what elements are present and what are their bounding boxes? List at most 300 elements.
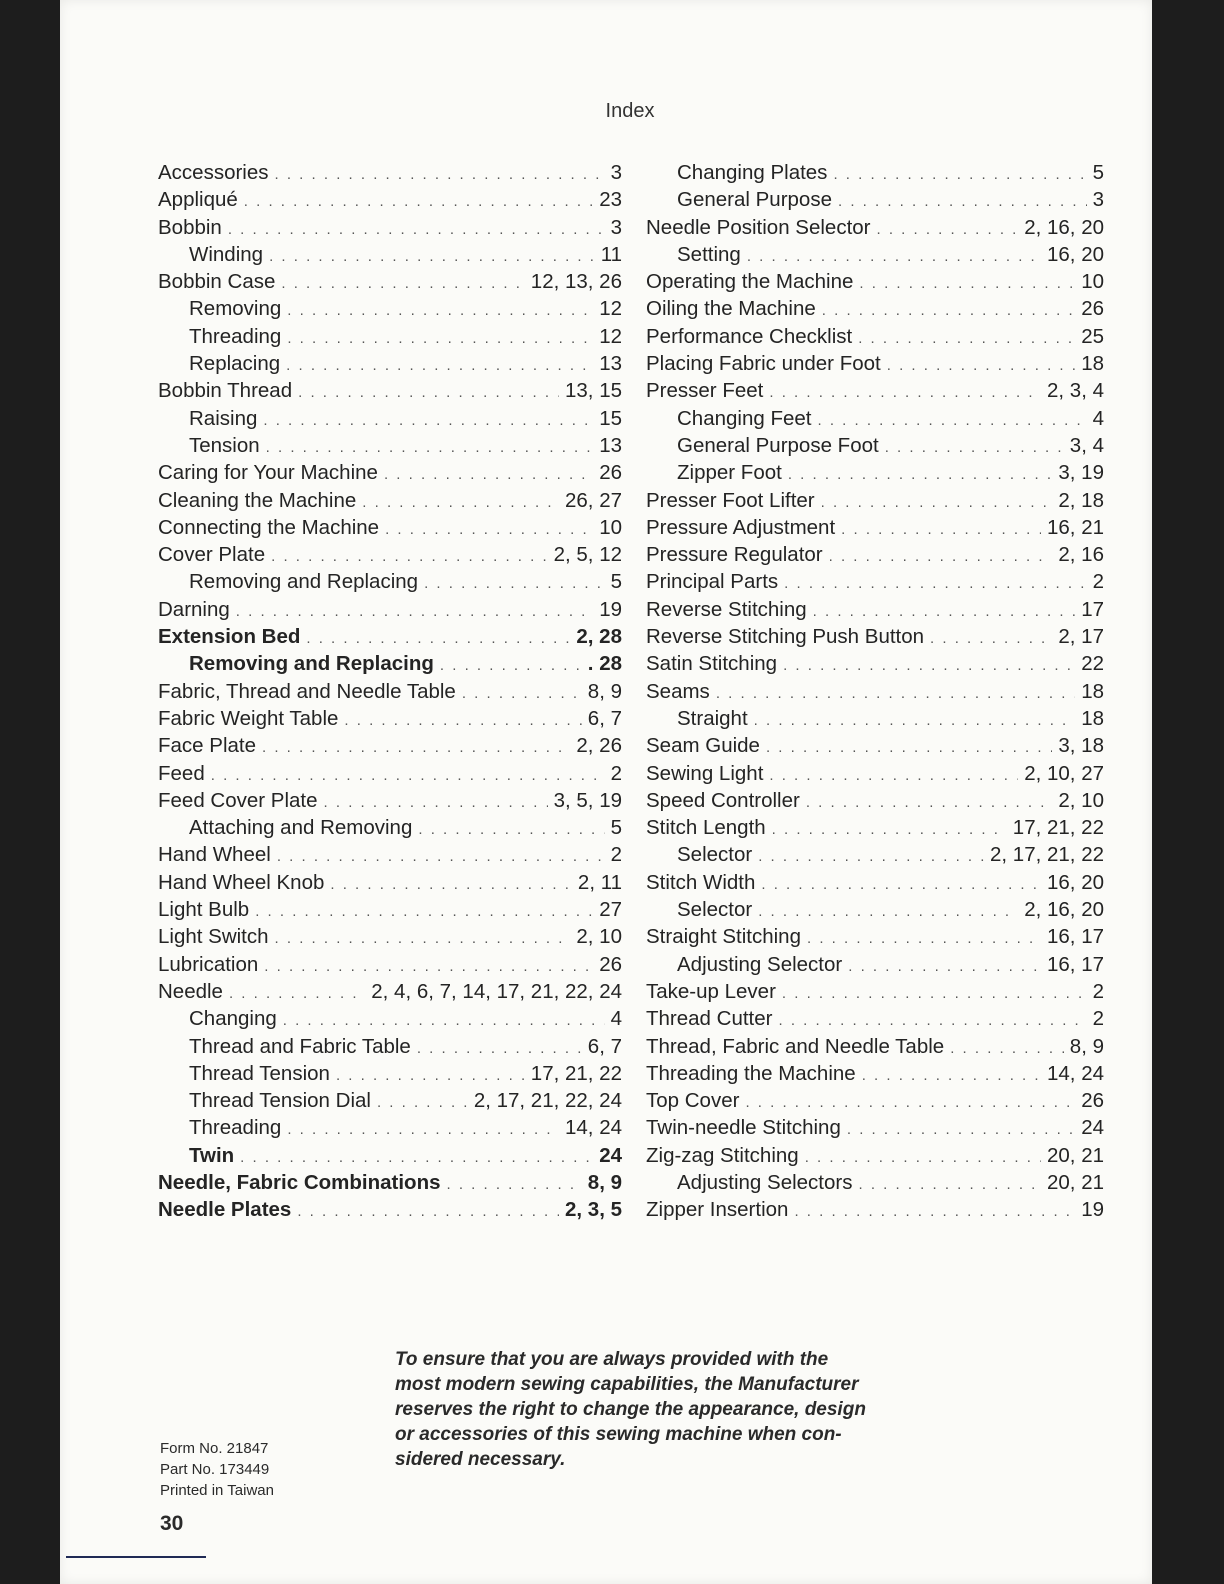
dot-leader	[806, 789, 1053, 814]
index-entry-pages: 18	[1081, 706, 1104, 730]
dot-leader	[821, 489, 1053, 514]
index-entry	[646, 732, 1104, 759]
index-entry-pages: 12, 13, 26	[530, 270, 622, 294]
index-entry	[158, 705, 622, 732]
index-entry	[158, 678, 622, 705]
dot-leader	[262, 734, 570, 759]
index-entry-label: Bobbin	[158, 215, 222, 239]
index-entry	[646, 869, 1104, 896]
index-entry-pages: 27	[599, 898, 622, 922]
index-entry	[646, 841, 1104, 868]
index-entry-pages: 3, 19	[1058, 461, 1104, 485]
dot-leader	[766, 734, 1052, 759]
index-entry	[158, 541, 622, 568]
index-entry-label: General Purpose	[677, 188, 832, 212]
index-entry-label: Sewing Light	[646, 761, 764, 785]
index-entry-pages: 24	[599, 1143, 622, 1167]
index-entry-pages: 22	[1081, 652, 1104, 676]
index-entry-label: Adjusting Selectors	[677, 1170, 853, 1194]
index-entry	[646, 323, 1104, 350]
index-entry	[646, 787, 1104, 814]
index-entry-pages: 17, 21, 22	[530, 1061, 622, 1085]
index-entry	[646, 1114, 1104, 1141]
index-entry-label: Thread, Fabric and Needle Table	[646, 1034, 945, 1058]
dot-leader	[255, 898, 593, 923]
notice-line: To ensure that you are always provided with the	[395, 1349, 829, 1370]
dot-leader	[794, 1198, 1075, 1223]
dot-leader	[244, 188, 593, 213]
index-entry-pages: . 28	[587, 652, 622, 676]
index-entry	[158, 487, 622, 514]
dot-leader	[813, 598, 1076, 623]
index-entry-label: Appliqué	[158, 188, 238, 212]
index-entry-label: Seams	[646, 679, 710, 703]
index-entry-pages: 2, 17, 21, 22, 24	[473, 1089, 622, 1113]
index-entry-label: Setting	[677, 242, 741, 266]
dot-leader	[772, 816, 1007, 841]
printed-location: Printed in Taiwan	[160, 1482, 274, 1499]
index-entry-label: Lubrication	[158, 952, 259, 976]
notice-line: or accessories of this sewing machine when con-	[395, 1424, 842, 1445]
index-entry-pages: 26	[1081, 1089, 1104, 1113]
dot-leader	[805, 1144, 1041, 1169]
index-entry	[158, 623, 622, 650]
index-entry	[158, 978, 622, 1005]
index-entry-pages: 4	[610, 1007, 622, 1031]
index-entry-label: Selector	[677, 843, 753, 867]
index-entry-pages: 26, 27	[565, 488, 622, 512]
index-entry	[646, 1087, 1104, 1114]
index-entry	[646, 241, 1104, 268]
index-entry-label: Straight Stitching	[646, 925, 801, 949]
index-entry-label: Attaching and Removing	[189, 816, 413, 840]
index-entry	[158, 732, 622, 759]
index-entry-pages: 12	[599, 324, 622, 348]
index-entry-pages: 26	[599, 952, 622, 976]
dot-leader	[841, 516, 1041, 541]
dot-leader	[344, 707, 581, 732]
index-entry	[158, 186, 622, 213]
index-entry-label: Pressure Regulator	[646, 543, 823, 567]
index-entry-label: Needle Plates	[158, 1198, 292, 1222]
dot-leader	[862, 1062, 1041, 1087]
edge-line	[66, 1556, 206, 1558]
index-entry-label: Cleaning the Machine	[158, 488, 357, 512]
dot-leader	[930, 625, 1052, 650]
index-entry	[158, 869, 622, 896]
page-number: 30	[160, 1512, 184, 1535]
index-entry	[158, 1196, 622, 1223]
index-entry	[646, 923, 1104, 950]
dot-leader	[885, 434, 1064, 459]
index-entry-pages: 3	[610, 161, 622, 184]
dot-leader	[788, 461, 1053, 486]
index-right-column	[646, 159, 1104, 1224]
index-entry-pages: 2, 5, 12	[553, 543, 622, 567]
index-entry	[158, 350, 622, 377]
dot-leader	[236, 598, 593, 623]
index-entry-label: Pressure Adjustment	[646, 515, 836, 539]
index-entry	[646, 1005, 1104, 1032]
dot-leader	[417, 1035, 582, 1060]
index-entry-label: Twin-needle Stitching	[646, 1116, 841, 1140]
index-entry-pages: 19	[1081, 1198, 1104, 1222]
index-entry-label: Needle, Fabric Combinations	[158, 1170, 441, 1194]
dot-leader	[362, 489, 559, 514]
index-entry-label: Satin Stitching	[646, 652, 778, 676]
dot-leader	[275, 925, 571, 950]
index-entry-pages: 2	[610, 843, 622, 867]
dot-leader	[277, 843, 605, 868]
index-entry-pages: 26	[1081, 297, 1104, 321]
index-entry-label: Replacing	[189, 352, 281, 376]
dot-leader	[817, 407, 1086, 432]
index-entry	[158, 432, 622, 459]
dot-leader	[228, 216, 605, 241]
dot-leader	[283, 1007, 605, 1032]
index-entry	[646, 459, 1104, 486]
index-entry-pages: 2, 16	[1058, 543, 1104, 567]
index-entry	[158, 268, 622, 295]
index-entry-pages: 6, 7	[587, 706, 622, 730]
index-entry-label: Speed Controller	[646, 788, 800, 812]
index-entry-pages: 6, 7	[587, 1034, 622, 1058]
dot-leader	[447, 1171, 582, 1196]
dot-leader	[887, 352, 1075, 377]
index-entry-label: Take-up Lever	[646, 979, 776, 1003]
dot-leader	[829, 543, 1053, 568]
index-entry-pages: 2	[610, 761, 622, 785]
index-entry	[158, 1087, 622, 1114]
index-entry-label: Darning	[158, 597, 230, 621]
index-entry	[646, 186, 1104, 213]
dot-leader	[858, 325, 1075, 350]
dot-leader	[330, 871, 572, 896]
index-entry-label: Stitch Width	[646, 870, 756, 894]
index-entry-pages: 16, 17	[1047, 925, 1104, 949]
dot-leader	[769, 762, 1018, 787]
index-entry-pages: 24	[1081, 1116, 1104, 1140]
index-entry	[158, 650, 622, 677]
index-entry-label: Operating the Machine	[646, 270, 854, 294]
index-entry-label: General Purpose Foot	[677, 433, 879, 457]
index-entry	[158, 405, 622, 432]
dot-leader	[263, 407, 593, 432]
index-entry-pages: 2, 16, 20	[1024, 898, 1104, 922]
dot-leader	[229, 980, 365, 1005]
index-entry-pages: 2, 10, 27	[1024, 761, 1104, 785]
index-entry-pages: 16, 21	[1047, 515, 1104, 539]
index-entry-label: Twin	[189, 1143, 235, 1167]
index-entry-label: Changing Plates	[677, 161, 828, 184]
dot-leader	[758, 898, 1018, 923]
index-entry-pages: 2, 3, 4	[1047, 379, 1104, 403]
index-entry-label: Thread Tension Dial	[189, 1089, 371, 1113]
index-entry-label: Needle Position Selector	[646, 215, 871, 239]
index-entry-pages: 12	[599, 297, 622, 321]
dot-leader	[758, 843, 984, 868]
index-entry	[158, 787, 622, 814]
notice-line: reserves the right to change the appearance, design	[395, 1399, 866, 1420]
index-entry-pages: 8, 9	[587, 1170, 622, 1194]
index-entry-label: Extension Bed	[158, 625, 301, 649]
dot-leader	[858, 1171, 1041, 1196]
dot-leader	[424, 570, 605, 595]
index-entry-pages: 13	[599, 352, 622, 376]
form-info	[160, 1438, 274, 1501]
dot-leader	[336, 1062, 525, 1087]
index-entry-pages: 26	[599, 461, 622, 485]
index-entry	[646, 1142, 1104, 1169]
dot-leader	[269, 243, 595, 268]
index-entry-pages: 2, 26	[576, 734, 622, 758]
dot-leader	[859, 270, 1075, 295]
index-entry	[646, 487, 1104, 514]
index-entry-label: Feed Cover Plate	[158, 788, 318, 812]
index-entry	[158, 459, 622, 486]
dot-leader	[281, 270, 524, 295]
index-entry	[646, 1033, 1104, 1060]
dot-leader	[385, 516, 593, 541]
dot-leader	[716, 680, 1075, 705]
dot-leader	[266, 434, 594, 459]
index-entry-pages: 17	[1081, 597, 1104, 621]
dot-leader	[747, 243, 1041, 268]
dot-leader	[287, 297, 593, 322]
index-entry-pages: 16, 20	[1047, 870, 1104, 894]
index-entry-label: Removing and Replacing	[189, 652, 434, 676]
index-entry	[646, 159, 1104, 186]
index-entry	[646, 541, 1104, 568]
dot-leader	[440, 652, 582, 677]
index-entry-label: Bobbin Thread	[158, 379, 293, 403]
index-entry-label: Performance Checklist	[646, 324, 853, 348]
index-entry-pages: 2, 3, 5	[565, 1198, 622, 1222]
index-entry-label: Threading	[189, 1116, 282, 1140]
index-entry	[646, 650, 1104, 677]
dot-leader	[271, 543, 548, 568]
index-entry	[646, 350, 1104, 377]
index-entry-label: Principal Parts	[646, 570, 779, 594]
index-entry	[158, 1142, 622, 1169]
index-entry	[158, 760, 622, 787]
index-entry-label: Accessories	[158, 161, 269, 184]
index-entry	[646, 1060, 1104, 1087]
index-entry-pages: 14, 24	[565, 1116, 622, 1140]
index-entry-label: Oiling the Machine	[646, 297, 816, 321]
index-entry	[158, 1033, 622, 1060]
dot-leader	[761, 871, 1041, 896]
index-entry	[646, 814, 1104, 841]
index-entry-label: Reverse Stitching Push Button	[646, 625, 925, 649]
dot-leader	[306, 625, 570, 650]
index-entry-pages: 3	[1092, 188, 1104, 212]
index-entry-label: Reverse Stitching	[646, 597, 807, 621]
index-page	[60, 0, 1152, 1584]
dot-leader	[847, 1116, 1075, 1141]
index-entry-label: Bobbin Case	[158, 270, 276, 294]
notice-line: most modern sewing capabilities, the Manufacturer	[395, 1374, 859, 1395]
index-entry-pages: 2	[1092, 570, 1104, 594]
index-entry	[646, 951, 1104, 978]
dot-leader	[287, 325, 593, 350]
index-entry-label: Connecting the Machine	[158, 515, 380, 539]
index-entry	[158, 1060, 622, 1087]
index-entry-label: Face Plate	[158, 734, 256, 758]
index-entry-pages: 14, 24	[1047, 1061, 1104, 1085]
dot-leader	[264, 953, 593, 978]
dot-leader	[286, 352, 593, 377]
index-entry-label: Changing Feet	[677, 406, 812, 430]
index-entry	[158, 241, 622, 268]
index-entry-pages: 13	[599, 433, 622, 457]
index-entry-pages: 19	[599, 597, 622, 621]
index-entry-pages: 16, 17	[1047, 952, 1104, 976]
index-entry-pages: 5	[610, 816, 622, 840]
index-entry	[158, 295, 622, 322]
index-entry-pages: 2	[1092, 979, 1104, 1003]
dot-leader	[211, 762, 605, 787]
index-entry-label: Zipper Insertion	[646, 1198, 789, 1222]
index-entry	[646, 432, 1104, 459]
index-entry-pages: 8, 9	[587, 679, 622, 703]
index-entry-pages: 2, 16, 20	[1024, 215, 1104, 239]
index-entry-pages: 5	[1092, 161, 1104, 184]
index-entry-pages: 2, 10	[1058, 788, 1104, 812]
page-title: Index	[605, 100, 655, 122]
index-entry	[158, 923, 622, 950]
index-entry	[646, 1196, 1104, 1223]
index-entry	[158, 159, 622, 186]
index-entry-pages: 3, 4	[1069, 433, 1104, 457]
dot-leader	[297, 1198, 559, 1223]
index-entry-pages: 2, 17, 21, 22	[990, 843, 1104, 867]
index-entry-label: Fabric, Thread and Needle Table	[158, 679, 456, 703]
index-entry	[158, 896, 622, 923]
dot-leader	[377, 1089, 468, 1114]
index-entry-pages: 15	[599, 406, 622, 430]
index-entry-pages: 20, 21	[1047, 1143, 1104, 1167]
index-entry	[158, 514, 622, 541]
index-entry-pages: 2, 10	[576, 925, 622, 949]
index-entry	[646, 678, 1104, 705]
dot-leader	[287, 1116, 559, 1141]
index-entry-pages: 2, 17	[1058, 625, 1104, 649]
index-entry	[646, 623, 1104, 650]
index-entry-pages: 10	[599, 515, 622, 539]
index-entry-pages: 2	[1092, 1007, 1104, 1031]
part-number: Part No. 173449	[160, 1461, 270, 1478]
index-entry-label: Thread Cutter	[646, 1007, 773, 1031]
index-entry-label: Changing	[189, 1007, 277, 1031]
dot-leader	[745, 1089, 1075, 1114]
index-entry-label: Caring for Your Machine	[158, 461, 378, 485]
dot-leader	[807, 925, 1041, 950]
dot-leader	[754, 707, 1076, 732]
index-entry-label: Selector	[677, 898, 753, 922]
dot-leader	[784, 570, 1086, 595]
dot-leader	[782, 980, 1087, 1005]
index-entry-pages: 18	[1081, 352, 1104, 376]
index-entry	[646, 295, 1104, 322]
index-entry	[158, 596, 622, 623]
index-entry-label: Zipper Foot	[677, 461, 782, 485]
index-entry	[158, 1114, 622, 1141]
index-entry-pages: 13, 15	[565, 379, 622, 403]
index-entry	[646, 760, 1104, 787]
index-entry-label: Hand Wheel Knob	[158, 870, 325, 894]
index-entry	[646, 1169, 1104, 1196]
index-entry	[158, 1169, 622, 1196]
dot-leader	[462, 680, 582, 705]
index-entry	[158, 377, 622, 404]
index-entry	[646, 705, 1104, 732]
index-entry-pages: 11	[600, 242, 622, 266]
index-entry-pages: 20, 21	[1047, 1170, 1104, 1194]
index-entry-label: Tension	[189, 433, 260, 457]
index-entry-pages: 3, 5, 19	[553, 788, 622, 812]
dot-leader	[769, 379, 1041, 404]
index-entry-pages: 3	[610, 215, 622, 239]
dot-leader	[324, 789, 548, 814]
index-entry-pages: 2, 11	[577, 870, 622, 894]
index-entry	[158, 323, 622, 350]
dot-leader	[833, 161, 1086, 186]
index-entry-label: Presser Foot Lifter	[646, 488, 815, 512]
index-entry-pages: 25	[1081, 324, 1104, 348]
index-entry-pages: 4	[1092, 406, 1104, 430]
dot-leader	[783, 652, 1075, 677]
dot-leader	[838, 188, 1087, 213]
dot-leader	[778, 1007, 1086, 1032]
index-entry-label: Top Cover	[646, 1089, 740, 1113]
index-entry-pages: 2, 18	[1058, 488, 1104, 512]
dot-leader	[240, 1144, 593, 1169]
dot-leader	[950, 1035, 1064, 1060]
index-entry-pages: 17, 21, 22	[1012, 816, 1104, 840]
dot-leader	[298, 379, 559, 404]
index-entry-label: Feed	[158, 761, 205, 785]
form-number: Form No. 21847	[160, 1440, 269, 1457]
index-entry	[646, 596, 1104, 623]
index-entry-label: Presser Feet	[646, 379, 764, 403]
index-entry-label: Needle	[158, 979, 223, 1003]
index-entry	[646, 896, 1104, 923]
dot-leader	[822, 297, 1075, 322]
index-entry-label: Straight	[677, 706, 748, 730]
index-entry	[646, 377, 1104, 404]
index-entry-label: Raising	[189, 406, 258, 430]
index-entry-label: Winding	[189, 242, 264, 266]
index-entry-label: Fabric Weight Table	[158, 706, 339, 730]
index-entry-pages: 2, 28	[576, 625, 622, 649]
dot-leader	[384, 461, 593, 486]
index-entry-label: Placing Fabric under Foot	[646, 352, 881, 376]
index-entry	[158, 1005, 622, 1032]
index-entry	[646, 568, 1104, 595]
index-entry	[158, 814, 622, 841]
index-entry-label: Threading the Machine	[646, 1061, 856, 1085]
index-entry-label: Hand Wheel	[158, 843, 271, 867]
index-entry-pages: 8, 9	[1069, 1034, 1104, 1058]
dot-leader	[275, 161, 605, 186]
index-entry	[646, 405, 1104, 432]
index-entry-label: Removing and Replacing	[189, 570, 419, 594]
index-entry-label: Removing	[189, 297, 282, 321]
index-entry	[646, 214, 1104, 241]
index-left-column	[158, 159, 622, 1224]
index-entry-pages: 23	[599, 188, 622, 212]
